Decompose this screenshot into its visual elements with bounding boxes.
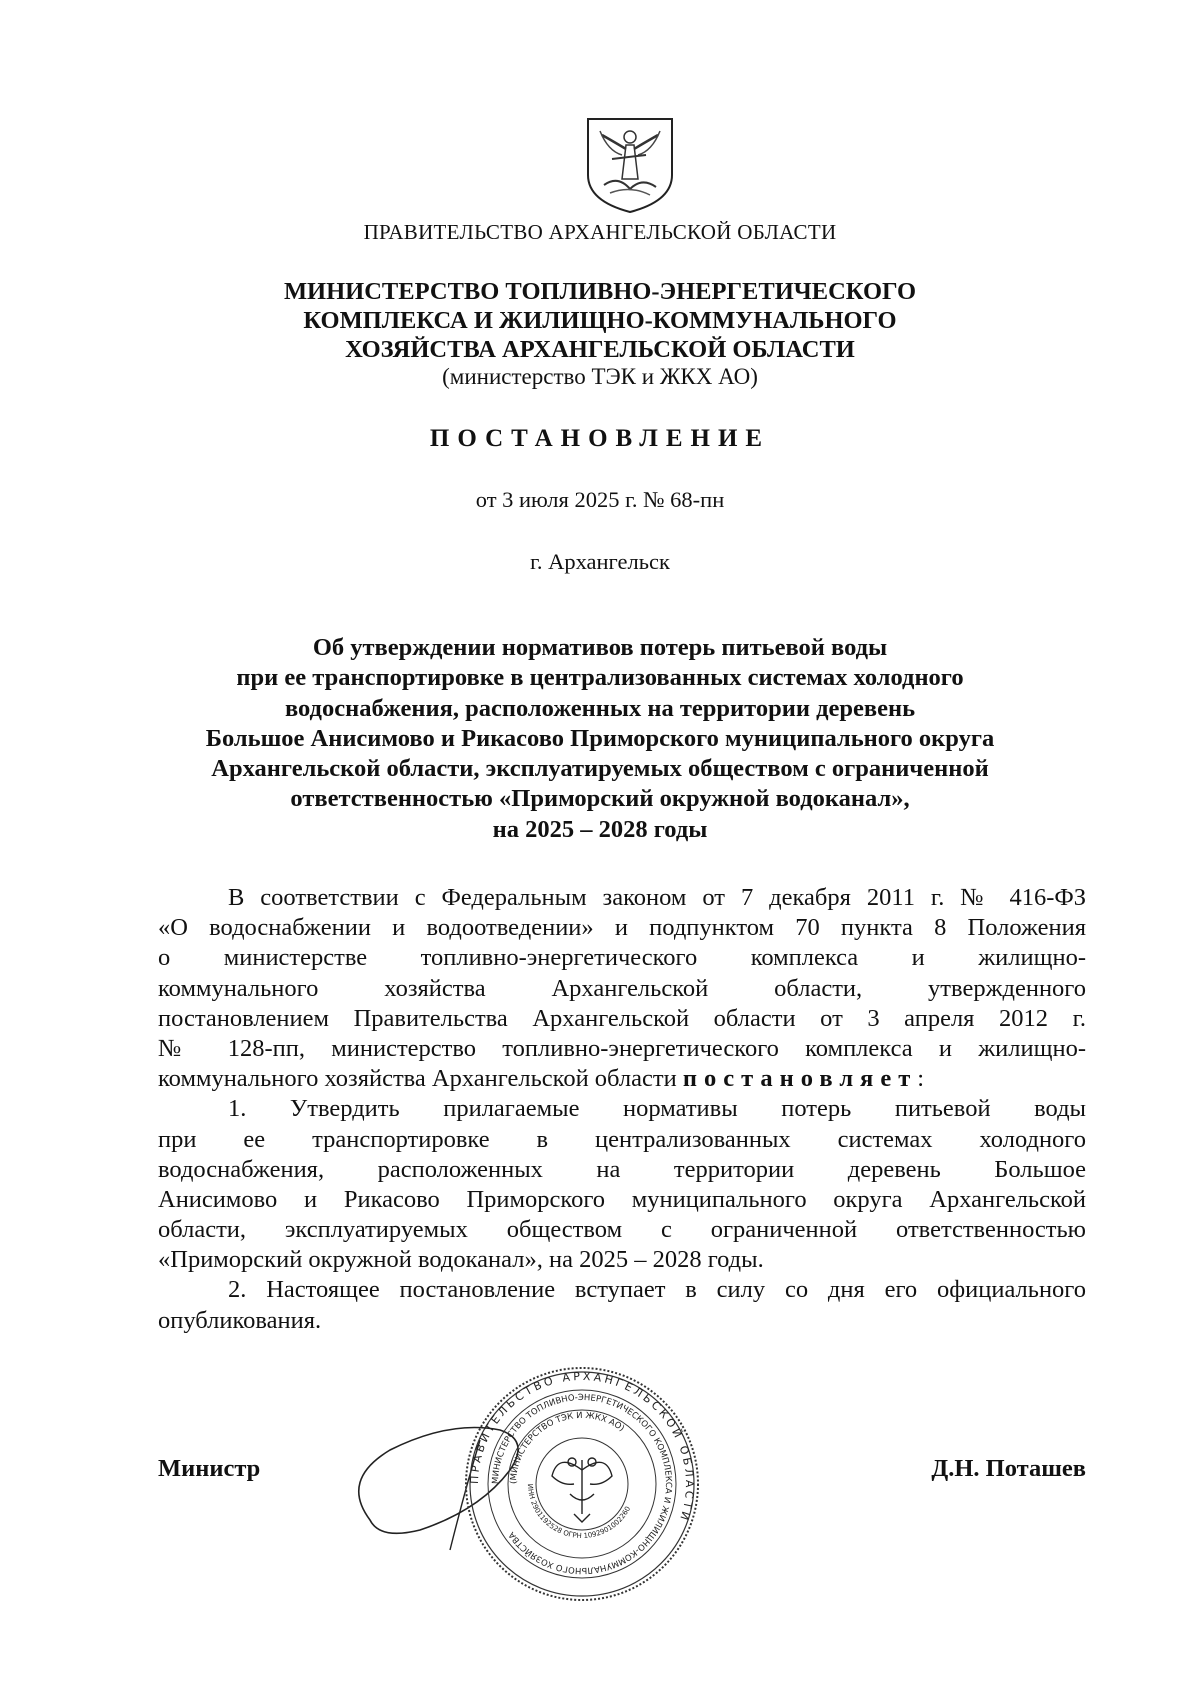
ministry-name [0,277,1200,364]
stamp-inner-text: (МИНИСТЕРСТВО ТЭК И ЖКХ АО) [508,1410,627,1485]
stamp-outer-text: ПРАВИТЕЛЬСТВО АРХАНГЕЛЬСКОЙ ОБЛАСТИ [467,1369,697,1525]
preamble-line: № 128-пп, министерство топливно-энергетического комплекса и жилищно- [158,1034,1086,1062]
preamble-line: В соответствии с Федеральным законом от 7 декабря 2011 г. № 416-ФЗ [228,884,1086,911]
preamble-last-line [158,1064,1086,1094]
title-line: на 2025 – 2028 годы [492,815,708,843]
item-1-line: 1. Утвердить прилагаемые нормативы потерь питьевой воды [228,1095,1086,1123]
svg-text:ИНН 2901192528 ОГРН 1092901002 [526,1484,632,1540]
title-line: Об утверждении нормативов потерь питьевой воды [312,634,888,661]
double-headed-eagle-icon [552,1458,612,1522]
document-body [158,883,1086,1336]
signature-position: Министр [158,1455,261,1482]
title-line: при ее транспортировке в централизованных системах холодного [236,664,964,692]
document-date-number: от 3 июля 2025 г. № 68-пн [475,487,725,512]
decree-word: постановляет [682,1065,918,1093]
government-name: ПРАВИТЕЛЬСТВО АРХАНГЕЛЬСКОЙ ОБЛАСТИ [363,220,837,244]
official-stamp [462,1364,702,1604]
preamble-line: «О водоснабжении и водоотведении» и подпунктом 70 пункта 8 Положения [158,914,1086,942]
ministry-line: КОМПЛЕКСА И ЖИЛИЩНО-КОММУНАЛЬНОГО [303,307,897,334]
signature-name: Д.Н. Поташев [931,1455,1086,1482]
decree-colon: : [917,1065,925,1093]
item-1-line: Анисимово и Рикасово Приморского муниципального округа Архангельской [158,1185,1086,1213]
ministry-line: МИНИСТЕРСТВО ТОПЛИВНО-ЭНЕРГЕТИЧЕСКОГО [283,278,917,305]
title-line: водоснабжения, расположенных на территории деревень [284,694,916,722]
title-line: ответственностью «Приморский окружной водоканал», [290,785,910,813]
title-line: Архангельской области, эксплуатируемых обществом с ограниченной [211,755,989,783]
document-type: ПОСТАНОВЛЕНИЕ [429,425,771,452]
preamble-line: о министерстве топливно-энергетического комплекса и жилищно- [158,944,1086,972]
preamble-line: коммунального хозяйства Архангельской области, утвержденного [158,974,1086,1002]
document-city: г. Архангельск [530,549,670,574]
preamble-text: коммунального хозяйства Архангельской области [158,1065,677,1093]
item-1-line: области, эксплуатируемых обществом с ограниченной ответственностью [158,1216,1086,1244]
ministry-abbreviation: (министерство ТЭК и ЖКХ АО) [442,364,758,389]
coat-of-arms-icon [582,115,678,215]
item-1-line: при ее транспортировке в централизованных системах холодного [158,1125,1086,1153]
item-1-line: водоснабжения, расположенных на территории деревень Большое [158,1155,1086,1183]
title-line: Большое Анисимово и Рикасово Приморского муниципального округа [205,724,995,752]
stamp-codes-text: ИНН 2901192528 ОГРН 1092901002260 [525,1483,633,1541]
item-1-line: «Приморский окружной водоканал», на 2025 – 2028 годы. [158,1246,764,1274]
document-title [0,633,1200,845]
preamble-line: постановлением Правительства Архангельской области от 3 апреля 2012 г. [158,1004,1086,1032]
item-2-line: 2. Настоящее постановление вступает в силу со дня его официального [228,1276,1086,1304]
ministry-line: ХОЗЯЙСТВА АРХАНГЕЛЬСКОЙ ОБЛАСТИ [345,336,855,363]
item-2-line: опубликования. [158,1306,322,1334]
stamp-middle-text: МИНИСТЕРСТВО ТОПЛИВНО-ЭНЕРГЕТИЧЕСКОГО КОМПЛЕКСА И ЖИЛИЩНО-КОММУНАЛЬНОГО ХОЗЯЙСТВА [490,1392,674,1576]
